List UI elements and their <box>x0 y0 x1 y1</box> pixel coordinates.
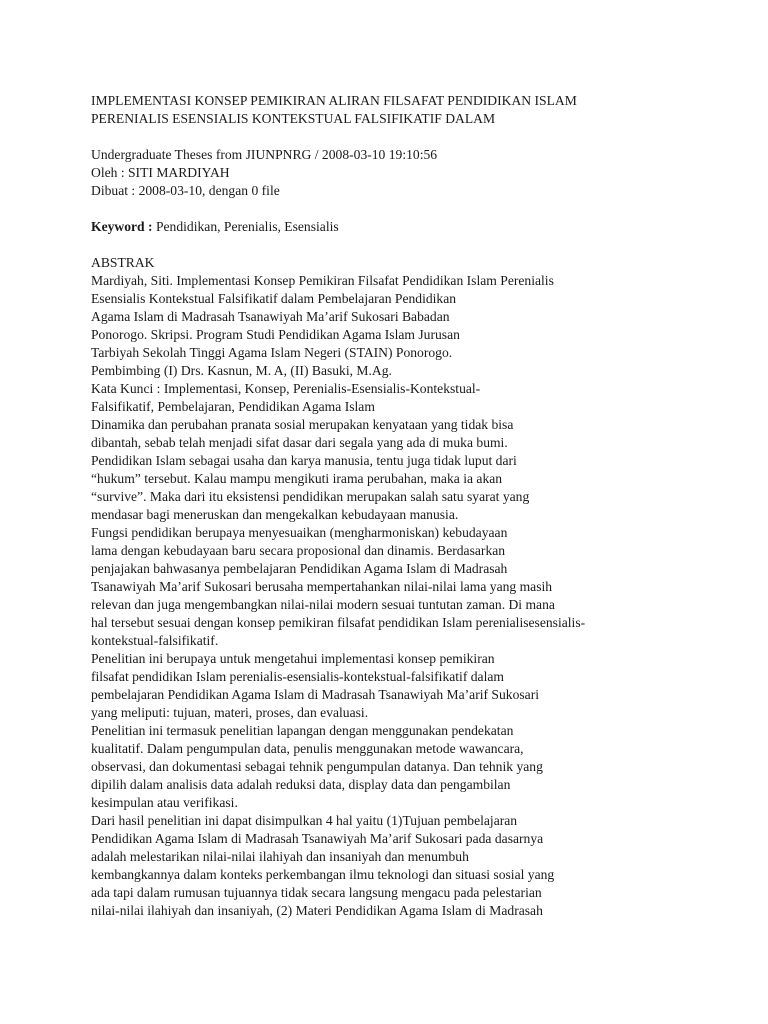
document-page <box>91 92 691 920</box>
abstract-line: Agama Islam di Madrasah Tsanawiyah Ma’arif Sukosari Babadan <box>91 309 450 324</box>
abstract-line: “survive”. Maka dari itu eksistensi pendidikan merupakan salah satu syarat yang <box>91 489 530 504</box>
abstract-line: yang meliputi: tujuan, materi, proses, dan evaluasi. <box>91 705 369 720</box>
abstract-line: kualitatif. Dalam pengumpulan data, penulis menggunakan metode wawancara, <box>91 741 524 756</box>
abstract-line: dibantah, sebab telah menjadi sifat dasar dari segala yang ada di muka bumi. <box>91 435 508 450</box>
abstract-heading: ABSTRAK <box>91 255 155 270</box>
title-line: IMPLEMENTASI KONSEP PEMIKIRAN ALIRAN FILSAFAT PENDIDIKAN ISLAM <box>91 93 577 108</box>
abstract-line: Tsanawiyah Ma’arif Sukosari berusaha mempertahankan nilai-nilai lama yang masih <box>91 579 553 594</box>
abstract-line: Esensialis Kontekstual Falsifikatif dalam Pembelajaran Pendidikan <box>91 291 457 306</box>
abstract-line: pembelajaran Pendidikan Agama Islam di Madrasah Tsanawiyah Ma’arif Sukosari <box>91 687 540 702</box>
abstract-line: mendasar bagi meneruskan dan mengekalkan kebudayaan manusia. <box>91 507 459 522</box>
abstract-line: “hukum” tersebut. Kalau mampu mengikuti irama perubahan, maka ia akan <box>91 471 503 486</box>
abstract-line: Dinamika dan perubahan pranata sosial merupakan kenyataan yang tidak bisa <box>91 417 514 432</box>
abstract-line: Penelitian ini termasuk penelitian lapangan dengan menggunakan pendekatan <box>91 723 514 738</box>
abstract-line: Ponorogo. Skripsi. Program Studi Pendidikan Agama Islam Jurusan <box>91 327 460 342</box>
keyword-line <box>91 218 691 236</box>
abstract-line: Pembimbing (I) Drs. Kasnun, M. A, (II) Basuki, M.Ag. <box>91 363 392 378</box>
abstract-line: filsafat pendidikan Islam perenialis-esensialis-kontekstual-falsifikatif dalam <box>91 669 504 684</box>
abstract-line: hal tersebut sesuai dengan konsep pemikiran filsafat pendidikan Islam perenialisesensialis- <box>91 615 586 630</box>
created-line: Dibuat : 2008-03-10, dengan 0 file <box>91 183 280 198</box>
abstract-line: Pendidikan Agama Islam di Madrasah Tsanawiyah Ma’arif Sukosari pada dasarnya <box>91 831 544 846</box>
abstract-line: Dari hasil penelitian ini dapat disimpulkan 4 hal yaitu (1)Tujuan pembelajaran <box>91 813 518 828</box>
source-line: Undergraduate Theses from JIUNPNRG / 2008-03-10 19:10:56 <box>91 147 438 162</box>
abstract-line: dipilih dalam analisis data adalah reduksi data, display data dan pengambilan <box>91 777 511 792</box>
abstract-line: relevan dan juga mengembangkan nilai-nilai modern sesuai tuntutan zaman. Di mana <box>91 597 555 612</box>
abstract-line: Kata Kunci : Implementasi, Konsep, Perenialis-Esensialis-Kontekstual- <box>91 381 481 396</box>
abstract-line: ada tapi dalam rumusan tujuannya tidak secara langsung mengacu pada pelestarian <box>91 885 542 900</box>
abstract-line: Pendidikan Islam sebagai usaha dan karya manusia, tentu juga tidak luput dari <box>91 453 517 468</box>
abstract-line: kontekstual-falsifikatif. <box>91 633 219 648</box>
abstract-body <box>91 272 691 920</box>
abstract-line: penjajakan bahwasanya pembelajaran Pendidikan Agama Islam di Madrasah <box>91 561 508 576</box>
author-line: Oleh : SITI MARDIYAH <box>91 165 230 180</box>
abstract-line: Falsifikatif, Pembelajaran, Pendidikan Agama Islam <box>91 399 375 414</box>
keyword-value: Pendidikan, Perenialis, Esensialis <box>152 219 339 234</box>
abstract-line: observasi, dan dokumentasi sebagai tehnik pengumpulan datanya. Dan tehnik yang <box>91 759 543 774</box>
abstract-line: Penelitian ini berupaya untuk mengetahui implementasi konsep pemikiran <box>91 651 495 666</box>
spacer <box>91 236 691 254</box>
abstract-line: Tarbiyah Sekolah Tinggi Agama Islam Negeri (STAIN) Ponorogo. <box>91 345 453 360</box>
abstract-line: adalah melestarikan nilai-nilai ilahiyah dan insaniyah dan menumbuh <box>91 849 469 864</box>
document-title <box>91 92 691 128</box>
document-meta <box>91 146 691 200</box>
title-line: PERENIALIS ESENSIALIS KONTEKSTUAL FALSIFIKATIF DALAM <box>91 111 496 126</box>
abstract-line: lama dengan kebudayaan baru secara proposional dan dinamis. Berdasarkan <box>91 543 506 558</box>
spacer <box>91 128 691 146</box>
spacer <box>91 200 691 218</box>
abstract-line: nilai-nilai ilahiyah dan insaniyah, (2) Materi Pendidikan Agama Islam di Madrasah <box>91 903 543 918</box>
keyword-label: Keyword : <box>91 219 153 234</box>
abstract-line: Mardiyah, Siti. Implementasi Konsep Pemikiran Filsafat Pendidikan Islam Perenialis <box>91 273 554 288</box>
abstract-line: kesimpulan atau verifikasi. <box>91 795 238 810</box>
abstract-line: kembangkannya dalam konteks perkembangan ilmu teknologi dan situasi sosial yang <box>91 867 555 882</box>
abstract-line: Fungsi pendidikan berupaya menyesuaikan (mengharmoniskan) kebudayaan <box>91 525 508 540</box>
